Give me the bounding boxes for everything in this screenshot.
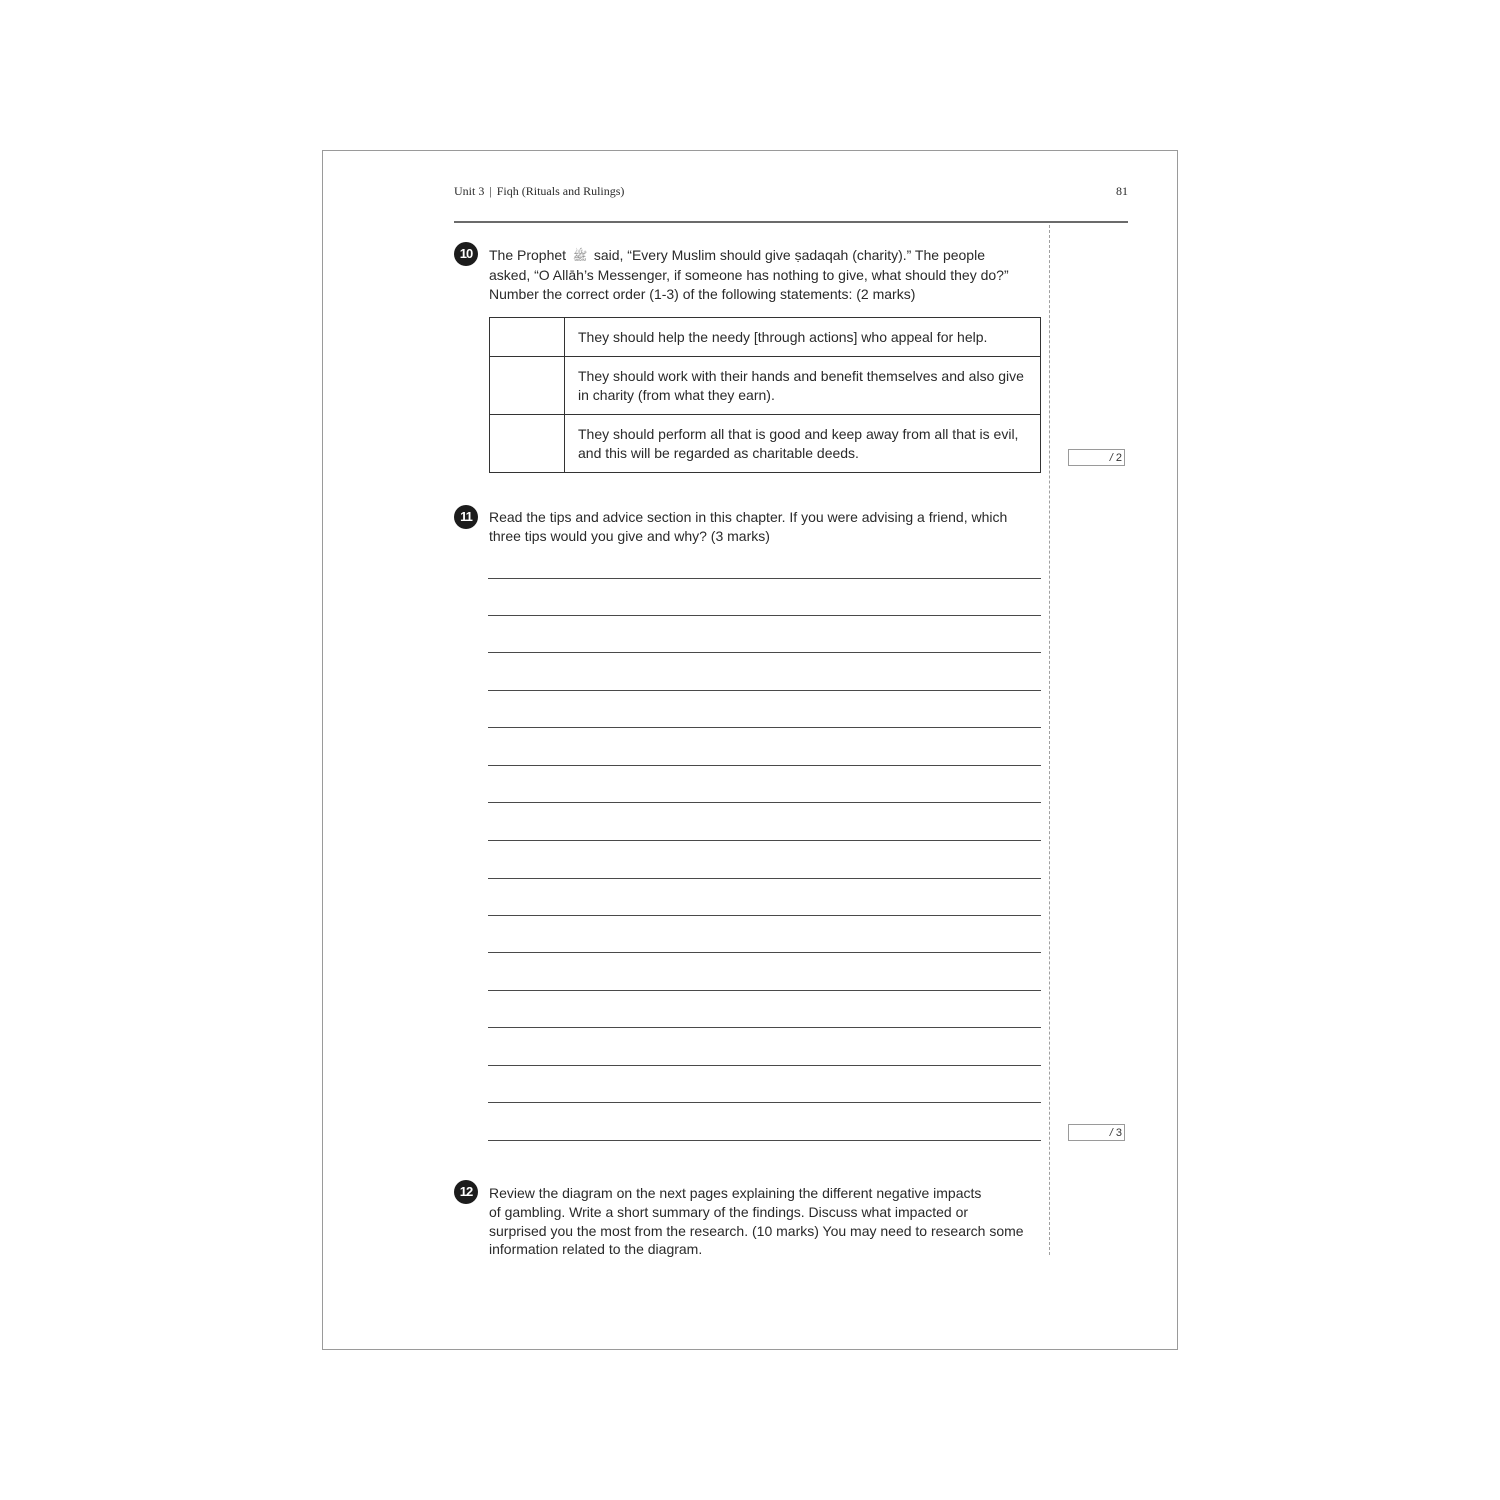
- question-12-line-3: surprised you the most from the research. (10 marks) You may need to research some: [489, 1222, 1024, 1239]
- answer-line[interactable]: [488, 690, 1041, 691]
- running-header: [454, 184, 624, 199]
- score-box-q10[interactable]: [1068, 449, 1125, 466]
- order-number-input[interactable]: [490, 415, 565, 473]
- question-number-badge: 10: [454, 242, 478, 266]
- question-10-text: [489, 246, 1049, 303]
- answer-line[interactable]: [488, 1102, 1041, 1103]
- answer-line[interactable]: [488, 1027, 1041, 1028]
- question-11-line-2: three tips would you give and why? (3 marks): [489, 527, 770, 544]
- answer-line[interactable]: [488, 1140, 1041, 1141]
- statement-text: They should work with their hands and benefit themselves and also give in charity (from what they earn).: [565, 357, 1041, 415]
- table-row: [490, 357, 1041, 415]
- question-12-line-4: information related to the diagram.: [489, 1241, 703, 1258]
- answer-line[interactable]: [488, 652, 1041, 653]
- question-number-badge: 11: [454, 505, 478, 529]
- table-row: [490, 415, 1041, 473]
- question-11-text: [489, 508, 1049, 546]
- answer-line[interactable]: [488, 840, 1041, 841]
- marks-margin-divider: [1049, 225, 1050, 1255]
- answer-line[interactable]: [488, 615, 1041, 616]
- header-rule: [454, 221, 1128, 223]
- table-row: [490, 318, 1041, 357]
- question-12-text: [489, 1184, 1049, 1259]
- page-header: [454, 184, 1128, 204]
- answer-line[interactable]: [488, 952, 1041, 953]
- score-max: 2: [1115, 452, 1122, 464]
- answer-line[interactable]: [488, 915, 1041, 916]
- score-slash: /: [1109, 452, 1113, 464]
- answer-line[interactable]: [488, 765, 1041, 766]
- answer-line[interactable]: [488, 727, 1041, 728]
- score-slash: /: [1109, 1127, 1113, 1139]
- question-number-badge: 12: [454, 1180, 478, 1204]
- question-10-line-1: The Prophet ﷺ said, “Every Muslim should give ṣadaqah (charity).” The people: [489, 246, 1049, 266]
- order-number-input[interactable]: [490, 357, 565, 415]
- score-box-q11[interactable]: [1068, 1124, 1125, 1141]
- statement-text: They should help the needy [through actions] who appeal for help.: [565, 318, 1041, 357]
- score-max: 3: [1115, 1127, 1122, 1139]
- answer-line[interactable]: [488, 578, 1041, 579]
- answer-line[interactable]: [488, 1065, 1041, 1066]
- statement-text: They should perform all that is good and keep away from all that is evil, and this will be regarded as charitable deeds.: [565, 415, 1041, 473]
- question-12-line-2: of gambling. Write a short summary of the findings. Discuss what impacted or: [489, 1203, 969, 1220]
- answer-line[interactable]: [488, 990, 1041, 991]
- order-number-input[interactable]: [490, 318, 565, 357]
- question-10-line-2: asked, “O Allāh’s Messenger, if someone has nothing to give, what should they do?”: [489, 266, 1009, 283]
- ordering-table: [489, 317, 1041, 473]
- page-number: 81: [1116, 184, 1128, 198]
- question-11-line-1: Read the tips and advice section in this chapter. If you were advising a friend, which: [489, 509, 1008, 525]
- pbuh-calligraphy-icon: ﷺ: [572, 249, 588, 263]
- unit-label: Unit 3: [454, 184, 485, 198]
- header-separator: |: [489, 184, 492, 198]
- chapter-title: Fiqh (Rituals and Rulings): [496, 184, 625, 198]
- answer-line[interactable]: [488, 878, 1041, 879]
- answer-line[interactable]: [488, 802, 1041, 803]
- question-12-line-1: Review the diagram on the next pages explaining the different negative impacts: [489, 1185, 982, 1201]
- question-10-line-3: Number the correct order (1-3) of the following statements: (2 marks): [489, 285, 916, 302]
